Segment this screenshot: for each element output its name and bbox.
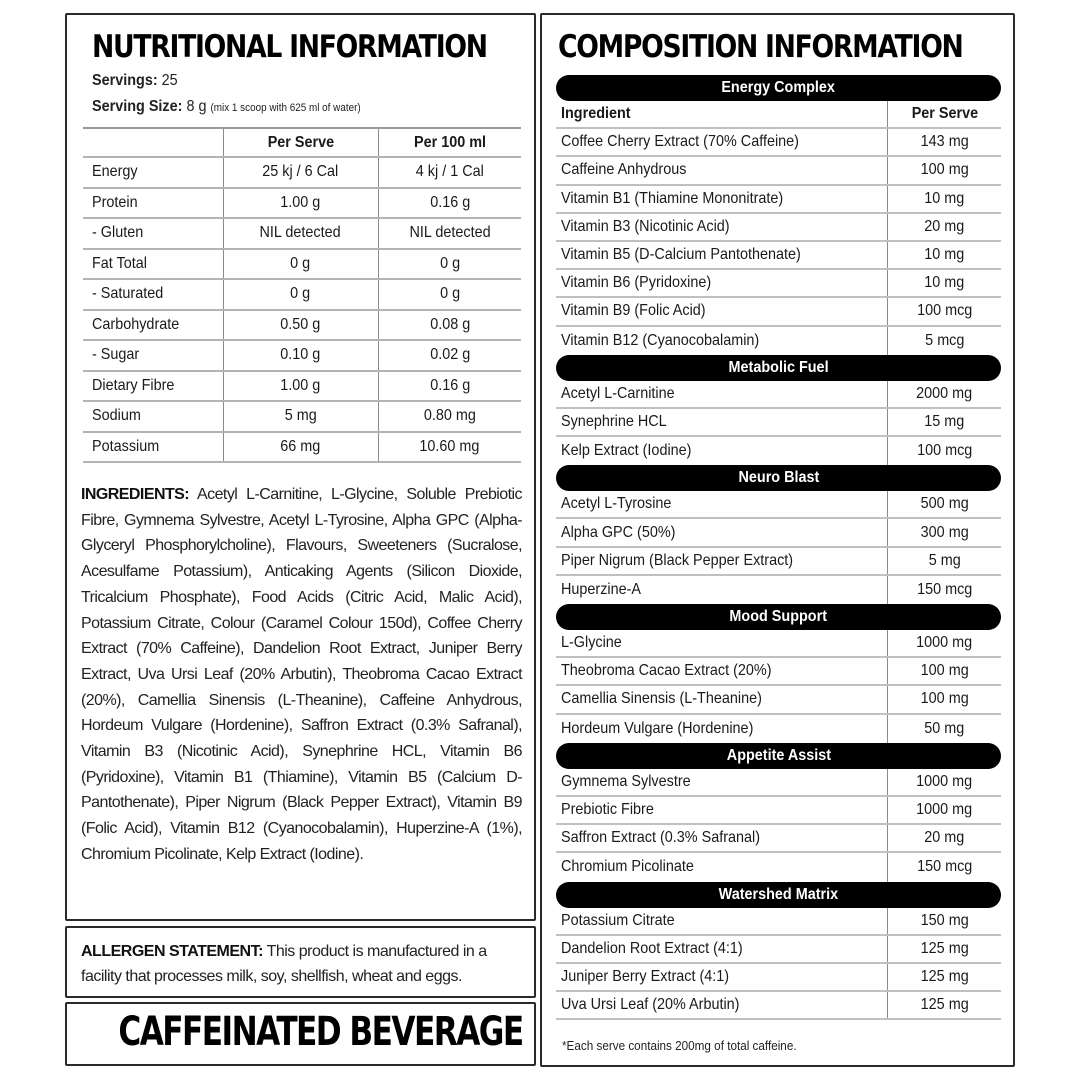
ingredient-amount: 100 mg (887, 658, 1001, 684)
per-100ml-value: 0 g (378, 279, 521, 310)
ingredient-name: Acetyl L-Tyrosine (561, 495, 672, 513)
ingredient-amount: 2000 mg (887, 381, 1001, 407)
col-header-per-serve: Per Serve (887, 101, 1001, 127)
composition-group (556, 743, 1001, 882)
col-header-per-serve: Per Serve (223, 128, 378, 157)
nutrient-name: Potassium (83, 432, 223, 463)
per-serve-value: 1.00 g (223, 371, 378, 402)
serving-size-value: 8 g (186, 98, 207, 115)
per-serve-value: 1.00 g (223, 188, 378, 219)
allergen-text: This product is manufactured in a facility that processes milk, soy, shellfish, wheat and eggs. (81, 943, 487, 985)
nutrient-name: Carbohydrate (83, 310, 223, 341)
caffeine-footnote: *Each serve contains 200mg of total caffeine. (562, 1038, 797, 1053)
serving-size-line (92, 98, 361, 116)
ingredient-name: Vitamin B6 (Pyridoxine) (561, 274, 712, 292)
ingredient-name: Saffron Extract (0.3% Safranal) (561, 829, 761, 847)
group-header: Neuro Blast (556, 465, 1001, 491)
per-serve-value: 0 g (223, 249, 378, 280)
composition-row (556, 214, 1001, 242)
composition-row (556, 908, 1001, 936)
nutrient-name: - Gluten (83, 218, 223, 249)
composition-row (556, 491, 1001, 519)
ingredient-amount: 1000 mg (887, 769, 1001, 795)
ingredient-name: Vitamin B5 (D-Calcium Pantothenate) (561, 246, 801, 264)
per-100ml-value: 0.16 g (378, 188, 521, 219)
per-serve-value: NIL detected (223, 218, 378, 249)
ingredient-name: Piper Nigrum (Black Pepper Extract) (561, 551, 794, 569)
ingredients-label: INGREDIENTS: (81, 486, 190, 503)
nutrition-row (83, 432, 521, 463)
ingredient-name: Potassium Citrate (561, 911, 675, 929)
nutrition-title: NUTRITIONAL INFORMATION (92, 29, 487, 65)
nutrition-row (83, 371, 521, 402)
composition-row (556, 270, 1001, 298)
group-header: Watershed Matrix (556, 882, 1001, 908)
nutrient-name: Protein (83, 188, 223, 219)
ingredient-amount: 100 mcg (887, 437, 1001, 465)
ingredient-name: Alpha GPC (50%) (561, 523, 676, 541)
nutrition-row (83, 188, 521, 219)
servings-value: 25 (161, 72, 178, 89)
ingredient-amount: 5 mg (887, 548, 1001, 574)
ingredient-name: Gymnema Sylvestre (561, 772, 691, 790)
allergen-statement (81, 939, 527, 989)
nutrition-row (83, 340, 521, 371)
ingredient-name: Vitamin B12 (Cyanocobalamin) (561, 331, 760, 349)
nutrition-table-header (83, 128, 521, 157)
ingredient-name: Camellia Sinensis (L-Theanine) (561, 690, 762, 708)
composition-row (556, 797, 1001, 825)
per-100ml-value: 4 kj / 1 Cal (378, 157, 521, 188)
ingredient-amount: 500 mg (887, 491, 1001, 517)
ingredient-name: Acetyl L-Carnitine (561, 384, 675, 402)
composition-table (556, 75, 1001, 1020)
per-100ml-value: 0.80 mg (378, 401, 521, 432)
ingredient-name: Chromium Picolinate (561, 858, 694, 876)
ingredient-amount: 10 mg (887, 242, 1001, 268)
ingredient-name: Coffee Cherry Extract (70% Caffeine) (561, 133, 799, 151)
col-header-per-100ml: Per 100 ml (378, 128, 521, 157)
servings-line (92, 72, 178, 90)
nutrient-name: Fat Total (83, 249, 223, 280)
composition-row (556, 576, 1001, 604)
ingredient-amount: 10 mg (887, 270, 1001, 296)
per-serve-value: 0.10 g (223, 340, 378, 371)
per-serve-value: 66 mg (223, 432, 378, 463)
ingredient-name: Dandelion Root Extract (4:1) (561, 939, 743, 957)
composition-column-header (556, 101, 1001, 129)
ingredient-amount: 1000 mg (887, 630, 1001, 656)
composition-row (556, 853, 1001, 881)
composition-row (556, 298, 1001, 326)
nutrition-row (83, 249, 521, 280)
ingredients-text: Acetyl L-Carnitine, L-Glycine, Soluble Prebiotic Fibre, Gymnema Sylvestre, Acetyl L-Tyrosine, Alpha GPC (Alpha-Glyceryl Phosphorylcholine), Flavours, Sweeteners (Sucralose, Acesulfame Potassium), Anticaking Agents (Silicon Dioxide, Tricalcium Phosphate), Food Acids (Citric Acid, Malic Acid), Potassium Citrate, Colour (Caramel Colour 150d), Coffee Cherry Extract (70% Caffeine), Dandelion Root Extract, Juniper Berry Extract, Uva Ursi Leaf (20% Arbutin), Theobroma Cacao Extract (20%), Camellia Sinensis (L-Theanine), Caffeine Anhydrous, Hordeum Vulgare (Hordenine), Saffron Extract (0.3% Safranal), Vitamin B3 (Nicotinic Acid), Synephrine HCL, Vitamin B6 (Pyridoxine), Vitamin B1 (Thiamine), Vitamin B5 (Calcium D-Pantothenate), Piper Nigrum (Black Pepper Extract), Vitamin B9 (Folic Acid), Vitamin B12 (Cyanocobalamin), Huperzine-A (1%), Chromium Picolinate, Kelp Extract (Iodine). (81, 486, 522, 863)
ingredients-statement (81, 482, 522, 868)
per-100ml-value: 10.60 mg (378, 432, 521, 463)
ingredient-name: Vitamin B1 (Thiamine Mononitrate) (561, 189, 784, 207)
composition-row (556, 715, 1001, 743)
servings-label: Servings: (92, 72, 158, 89)
composition-row (556, 381, 1001, 409)
ingredient-amount: 125 mg (887, 964, 1001, 990)
composition-row (556, 129, 1001, 157)
ingredient-amount: 20 mg (887, 825, 1001, 851)
composition-group (556, 882, 1001, 1021)
nutrition-row (83, 401, 521, 432)
composition-row (556, 992, 1001, 1020)
col-header-nutrient (83, 128, 223, 157)
composition-row (556, 548, 1001, 576)
composition-panel (540, 13, 1015, 1067)
nutrition-row (83, 310, 521, 341)
ingredient-amount: 300 mg (887, 519, 1001, 545)
ingredient-name: L-Glycine (561, 634, 622, 652)
composition-group (556, 75, 1001, 355)
ingredient-name: Synephrine HCL (561, 412, 667, 430)
nutrition-table (83, 127, 521, 463)
ingredient-amount: 5 mcg (887, 327, 1001, 355)
ingredient-amount: 125 mg (887, 992, 1001, 1018)
per-serve-value: 0 g (223, 279, 378, 310)
composition-row (556, 437, 1001, 465)
ingredient-amount: 143 mg (887, 129, 1001, 155)
nutrient-name: Energy (83, 157, 223, 188)
ingredient-name: Prebiotic Fibre (561, 801, 654, 819)
composition-row (556, 327, 1001, 355)
ingredient-name: Theobroma Cacao Extract (20%) (561, 662, 772, 680)
ingredient-name: Juniper Berry Extract (4:1) (561, 967, 730, 985)
ingredient-name: Uva Ursi Leaf (20% Arbutin) (561, 996, 740, 1014)
ingredient-amount: 100 mg (887, 157, 1001, 183)
composition-row (556, 409, 1001, 437)
nutrition-row (83, 279, 521, 310)
per-serve-value: 0.50 g (223, 310, 378, 341)
allergen-panel (65, 926, 536, 998)
composition-row (556, 936, 1001, 964)
serving-size-note: (mix 1 scoop with 625 ml of water) (210, 102, 361, 114)
ingredient-name: Kelp Extract (Iodine) (561, 442, 692, 460)
ingredient-name: Caffeine Anhydrous (561, 161, 687, 179)
nutrient-name: Sodium (83, 401, 223, 432)
ingredient-amount: 150 mg (887, 908, 1001, 934)
group-header: Metabolic Fuel (556, 355, 1001, 381)
per-100ml-value: 0.02 g (378, 340, 521, 371)
group-header: Energy Complex (556, 75, 1001, 101)
ingredient-amount: 100 mcg (887, 298, 1001, 324)
ingredient-name: Huperzine-A (561, 580, 642, 598)
composition-row (556, 157, 1001, 185)
nutrient-name: - Sugar (83, 340, 223, 371)
composition-row (556, 964, 1001, 992)
nutrient-name: - Saturated (83, 279, 223, 310)
composition-group (556, 604, 1001, 743)
per-100ml-value: 0 g (378, 249, 521, 280)
composition-row (556, 825, 1001, 853)
composition-group (556, 465, 1001, 604)
group-header: Mood Support (556, 604, 1001, 630)
ingredient-amount: 15 mg (887, 409, 1001, 435)
allergen-label: ALLERGEN STATEMENT: (81, 943, 263, 960)
per-serve-value: 25 kj / 6 Cal (223, 157, 378, 188)
composition-row (556, 769, 1001, 797)
composition-row (556, 686, 1001, 714)
beverage-panel (65, 1002, 536, 1066)
ingredient-amount: 20 mg (887, 214, 1001, 240)
composition-title: COMPOSITION INFORMATION (558, 29, 963, 65)
per-100ml-value: 0.16 g (378, 371, 521, 402)
ingredient-name: Hordeum Vulgare (Hordenine) (561, 719, 754, 737)
ingredient-amount: 150 mcg (887, 853, 1001, 881)
composition-row (556, 242, 1001, 270)
ingredient-amount: 1000 mg (887, 797, 1001, 823)
composition-row (556, 186, 1001, 214)
nutrition-row (83, 218, 521, 249)
ingredient-name: Vitamin B9 (Folic Acid) (561, 302, 706, 320)
composition-group (556, 355, 1001, 466)
serving-size-label: Serving Size: (92, 98, 183, 115)
group-header: Appetite Assist (556, 743, 1001, 769)
nutrition-row (83, 157, 521, 188)
per-serve-value: 5 mg (223, 401, 378, 432)
composition-row (556, 519, 1001, 547)
composition-row (556, 630, 1001, 658)
per-100ml-value: NIL detected (378, 218, 521, 249)
ingredient-amount: 150 mcg (887, 576, 1001, 604)
ingredient-amount: 100 mg (887, 686, 1001, 712)
ingredient-amount: 50 mg (887, 715, 1001, 743)
caffeinated-beverage-label: CAFFEINATED BEVERAGE (118, 1009, 523, 1055)
per-100ml-value: 0.08 g (378, 310, 521, 341)
nutrient-name: Dietary Fibre (83, 371, 223, 402)
ingredient-amount: 10 mg (887, 186, 1001, 212)
ingredient-amount: 125 mg (887, 936, 1001, 962)
nutrition-panel (65, 13, 536, 921)
col-header-ingredient: Ingredient (561, 105, 631, 123)
composition-row (556, 658, 1001, 686)
ingredient-name: Vitamin B3 (Nicotinic Acid) (561, 217, 730, 235)
